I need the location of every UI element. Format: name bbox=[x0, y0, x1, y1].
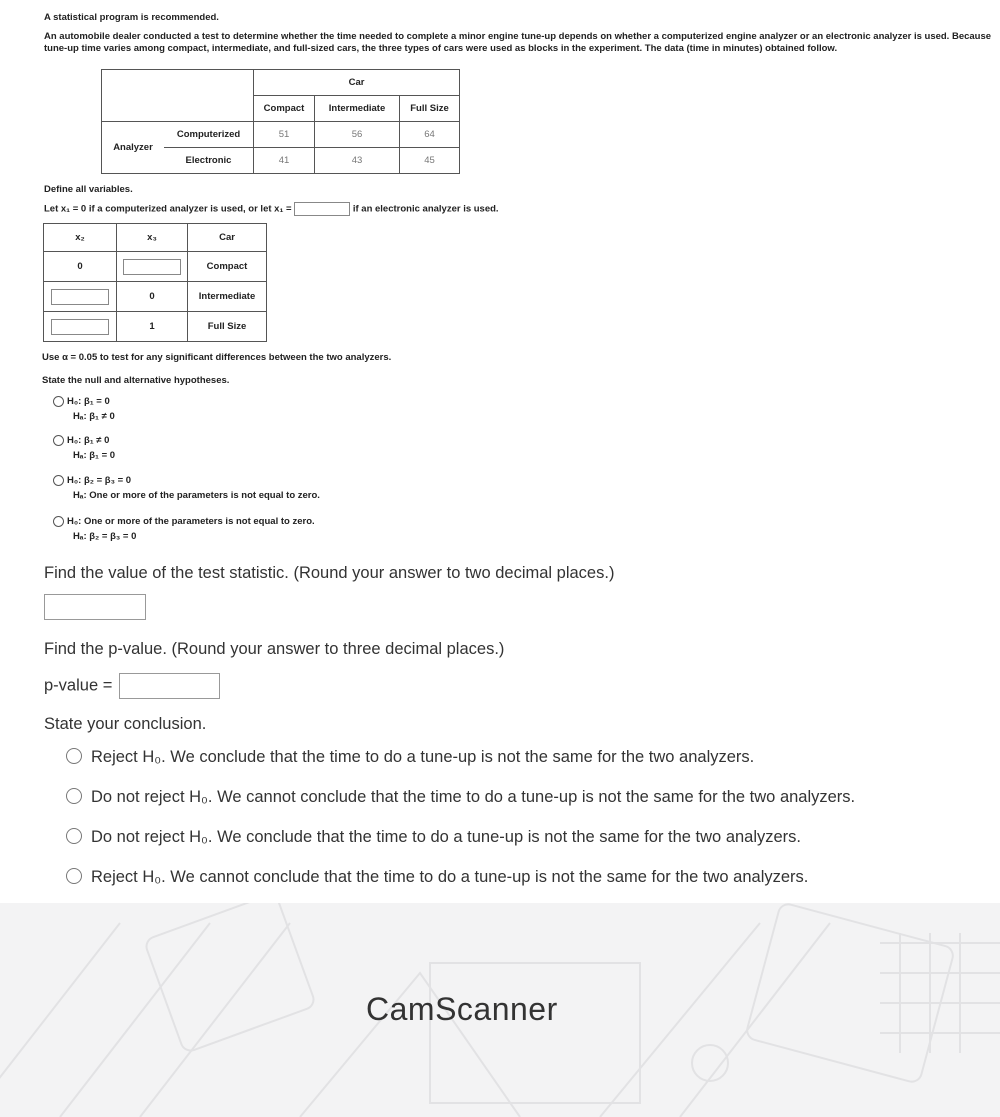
row-label-electronic: Electronic bbox=[164, 148, 254, 174]
verdict: Do not reject H₀. bbox=[91, 788, 213, 806]
verdict: Reject H₀. bbox=[91, 868, 166, 886]
x2-fullsize-input[interactable] bbox=[51, 319, 109, 335]
x2-value: 0 bbox=[44, 252, 117, 282]
conclusion-text: We conclude that the time to do a tune-up is not the same for the two analyzers. bbox=[170, 748, 755, 766]
hypotheses-prompt: State the null and alternative hypotheses. bbox=[42, 375, 230, 386]
conclusion-text: We conclude that the time to do a tune-up is not the same for the two analyzers. bbox=[217, 828, 802, 846]
cell-value: 51 bbox=[254, 122, 315, 148]
hypothesis-option-2[interactable] bbox=[53, 433, 115, 463]
conclusion-prompt: State your conclusion. bbox=[44, 715, 207, 733]
pvalue-input[interactable] bbox=[119, 673, 220, 699]
radio-icon[interactable] bbox=[53, 516, 64, 527]
ha-text: Hₐ: β₁ ≠ 0 bbox=[73, 411, 115, 422]
verdict: Do not reject H₀. bbox=[91, 828, 213, 846]
radio-icon[interactable] bbox=[66, 748, 82, 764]
cell-value: 64 bbox=[400, 122, 460, 148]
h0-text: H₀: One or more of the parameters is not equal to zero. bbox=[67, 516, 315, 527]
header-car: Car bbox=[188, 224, 267, 252]
header-x3: x₃ bbox=[117, 224, 188, 252]
conclusion-option-1[interactable] bbox=[66, 745, 996, 785]
radio-icon[interactable] bbox=[66, 868, 82, 884]
car-header: Car bbox=[254, 70, 460, 96]
x2-cell bbox=[44, 312, 117, 342]
header-x2: x₂ bbox=[44, 224, 117, 252]
conclusion-text: We cannot conclude that the time to do a tune-up is not the same for the two analyzers. bbox=[170, 868, 809, 886]
conclusion-text: We cannot conclude that the time to do a tune-up is not the same for the two analyzers. bbox=[217, 788, 856, 806]
ha-text: Hₐ: One or more of the parameters is not equal to zero. bbox=[73, 490, 320, 501]
intro bbox=[44, 12, 994, 62]
col-header-full-size: Full Size bbox=[400, 96, 460, 122]
radio-icon[interactable] bbox=[53, 435, 64, 446]
x2-intermediate-input[interactable] bbox=[51, 289, 109, 305]
conclusion-option-3[interactable] bbox=[66, 825, 996, 865]
radio-icon[interactable] bbox=[66, 828, 82, 844]
conclusion-options bbox=[66, 745, 996, 905]
cell-value: 41 bbox=[254, 148, 315, 174]
car-intermediate: Intermediate bbox=[188, 282, 267, 312]
conclusion-option-2[interactable] bbox=[66, 785, 996, 825]
hypothesis-option-4[interactable] bbox=[53, 514, 315, 544]
x3-cell bbox=[117, 252, 188, 282]
car-compact: Compact bbox=[188, 252, 267, 282]
x2-cell bbox=[44, 282, 117, 312]
col-header-intermediate: Intermediate bbox=[315, 96, 400, 122]
h0-text: H₀: β₁ = 0 bbox=[67, 396, 110, 407]
hypothesis-option-3[interactable] bbox=[53, 473, 320, 503]
radio-icon[interactable] bbox=[53, 475, 64, 486]
scanner-footer bbox=[0, 903, 1000, 1117]
ha-text: Hₐ: β₁ = 0 bbox=[73, 450, 116, 461]
data-table bbox=[101, 69, 460, 174]
intro-line-1: A statistical program is recommended. bbox=[44, 12, 219, 23]
x3-compact-input[interactable] bbox=[123, 259, 181, 275]
cell-value: 56 bbox=[315, 122, 400, 148]
h0-text: H₀: β₂ = β₃ = 0 bbox=[67, 475, 132, 486]
analyzer-label: Analyzer bbox=[102, 122, 165, 174]
intro-line-2: An automobile dealer conducted a test to determine whether the time needed to complete a minor engine tune-up depends on whether a computerized engine analyzer or an electronic analyzer is used. Because tune-up time varies among compact, intermediate, and full-sized cars, the three types of cars were used as blocks in the experiment. The data (time in minutes) obtained follow. bbox=[44, 31, 992, 54]
define-let-text: Let x₁ = 0 if a computerized analyzer is used, or let x₁ = bbox=[44, 203, 292, 215]
x3-value: 1 bbox=[117, 312, 188, 342]
x3-value: 0 bbox=[117, 282, 188, 312]
camscanner-watermark: CamScanner bbox=[366, 991, 558, 1027]
pvalue-row bbox=[44, 673, 220, 699]
h0-text: H₀: β₁ ≠ 0 bbox=[67, 435, 110, 446]
x1-input[interactable] bbox=[294, 202, 350, 216]
test-stat-input[interactable] bbox=[44, 594, 146, 620]
radio-icon[interactable] bbox=[66, 788, 82, 804]
alpha-text: Use α = 0.05 to test for any significant differences between the two analyzers. bbox=[42, 352, 392, 363]
define-line bbox=[44, 202, 499, 216]
cell-value: 45 bbox=[400, 148, 460, 174]
verdict: Reject H₀. bbox=[91, 748, 166, 766]
table-corner bbox=[102, 70, 254, 122]
test-stat-prompt: Find the value of the test statistic. (Round your answer to two decimal places.) bbox=[44, 564, 615, 582]
define-heading: Define all variables. bbox=[44, 184, 133, 195]
ha-text: Hₐ: β₂ = β₃ = 0 bbox=[73, 531, 137, 542]
variable-table bbox=[43, 223, 267, 342]
row-label-computerized: Computerized bbox=[164, 122, 254, 148]
col-header-compact: Compact bbox=[254, 96, 315, 122]
radio-icon[interactable] bbox=[53, 396, 64, 407]
cell-value: 43 bbox=[315, 148, 400, 174]
hypothesis-option-1[interactable] bbox=[53, 394, 115, 424]
car-full-size: Full Size bbox=[188, 312, 267, 342]
pvalue-label: p-value = bbox=[44, 676, 113, 695]
conclusion-option-4[interactable] bbox=[66, 865, 996, 905]
define-suffix: if an electronic analyzer is used. bbox=[352, 203, 499, 215]
pvalue-prompt: Find the p-value. (Round your answer to three decimal places.) bbox=[44, 640, 505, 658]
